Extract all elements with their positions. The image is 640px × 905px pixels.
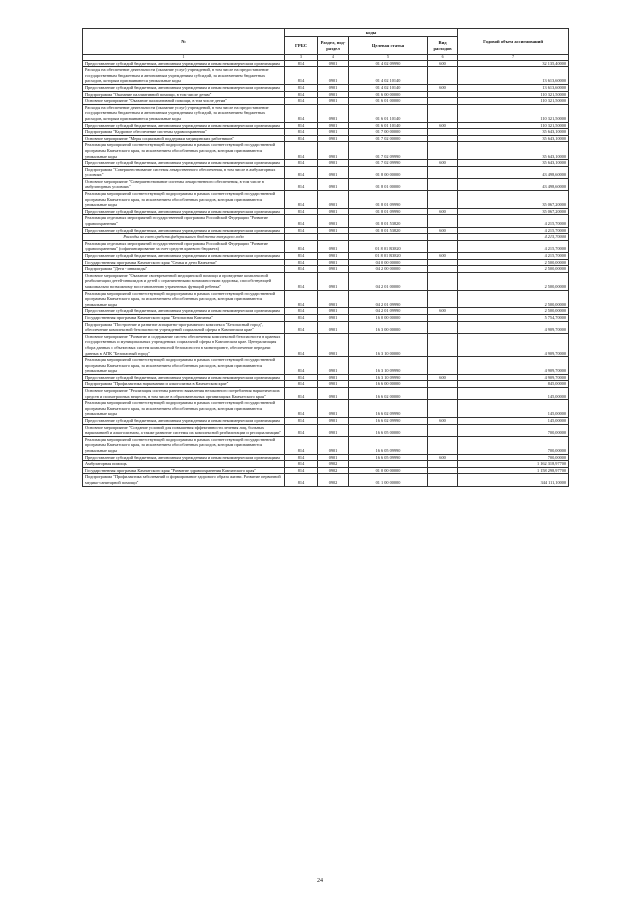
row-amount: 110 321,50000 bbox=[458, 91, 569, 98]
table-row bbox=[83, 272, 569, 290]
row-amount: 145,00000 bbox=[458, 388, 569, 400]
row-name: Предоставление субсидий бюджетным, автономным учреждениям и иным некоммерческим организациям bbox=[83, 160, 285, 167]
row-section: 0901 bbox=[318, 266, 349, 273]
header-target: Целевая статья bbox=[349, 37, 428, 55]
row-name: Подпрограмма "Кадровое обеспечение системы здравоохранения" bbox=[83, 129, 285, 136]
row-grbs: 814 bbox=[285, 381, 318, 388]
row-grbs: 814 bbox=[285, 67, 318, 85]
row-amount: 43 498,60000 bbox=[458, 178, 569, 190]
row-expense-type bbox=[428, 91, 458, 98]
row-target-article: 01 4 02 10140 bbox=[349, 84, 428, 91]
row-expense-type: 600 bbox=[428, 253, 458, 260]
header-section: Раздел, под-раздел bbox=[318, 37, 349, 55]
row-section: 0901 bbox=[318, 240, 349, 252]
table-row bbox=[83, 160, 569, 167]
row-name: Подпрограмма "Совершенствование системы лекарственного обеспечения, в том числе в амбулаторных условиях" bbox=[83, 166, 285, 178]
row-expense-type bbox=[428, 259, 458, 266]
table-row bbox=[83, 388, 569, 400]
col-number: 3 bbox=[285, 55, 318, 61]
row-target-article: 01 8 01 09990 bbox=[349, 191, 428, 209]
row-expense-type bbox=[428, 166, 458, 178]
row-amount: 4 909,70000 bbox=[458, 333, 569, 356]
row-grbs: 814 bbox=[285, 388, 318, 400]
row-section: 0901 bbox=[318, 259, 349, 266]
row-section: 0901 bbox=[318, 191, 349, 209]
row-expense-type bbox=[428, 67, 458, 85]
row-grbs: 814 bbox=[285, 418, 318, 425]
row-section: 0901 bbox=[318, 400, 349, 418]
row-grbs: 814 bbox=[285, 374, 318, 381]
row-target-article: 16 3 10 09990 bbox=[349, 374, 428, 381]
row-grbs: 814 bbox=[285, 474, 318, 486]
row-expense-type: 600 bbox=[428, 418, 458, 425]
row-section: 0901 bbox=[318, 227, 349, 234]
row-target-article: 16 3 00 00000 bbox=[349, 321, 428, 333]
row-amount: 35 067,20000 bbox=[458, 208, 569, 215]
row-expense-type bbox=[428, 240, 458, 252]
row-expense-type: 600 bbox=[428, 227, 458, 234]
row-name: Реализация мероприятий соответствующей подпрограммы в рамках соответствующей государственной программы Камчатского края, за исключением обособленных расходов, которым присваиваются уникальные коды bbox=[83, 357, 285, 375]
row-target-article: 01 4 02 10140 bbox=[349, 67, 428, 85]
row-expense-type bbox=[428, 290, 458, 308]
row-expense-type bbox=[428, 424, 458, 436]
row-amount: 700,00000 bbox=[458, 436, 569, 454]
row-amount: 5 754,70000 bbox=[458, 314, 569, 321]
row-target-article: 01 8 01 09990 bbox=[349, 208, 428, 215]
row-expense-type bbox=[428, 436, 458, 454]
row-name: Предоставление субсидий бюджетным, автономным учреждениям и иным некоммерческим организациям bbox=[83, 253, 285, 260]
row-grbs: 814 bbox=[285, 208, 318, 215]
row-amount: 35 643,10000 bbox=[458, 142, 569, 160]
table-row bbox=[83, 129, 569, 136]
row-amount: 2 500,00000 bbox=[458, 290, 569, 308]
row-grbs: 814 bbox=[285, 98, 318, 105]
table-row bbox=[83, 467, 569, 474]
table-row bbox=[83, 321, 569, 333]
table-row bbox=[83, 253, 569, 260]
row-amount: 145,00000 bbox=[458, 400, 569, 418]
header-amount: Годовой объем ассигнований bbox=[458, 29, 569, 55]
table-row bbox=[83, 461, 569, 468]
row-name: Реализация отдельных мероприятий государственной программы Российской Федерации "Развитие здравоохранения" (софинансирование за счет средств краевого бюджета) bbox=[83, 240, 285, 252]
row-expense-type bbox=[428, 191, 458, 209]
row-section: 0901 bbox=[318, 67, 349, 85]
col-number: 7 bbox=[458, 55, 569, 61]
row-amount: 4 909,70000 bbox=[458, 321, 569, 333]
row-section: 0901 bbox=[318, 84, 349, 91]
row-amount: 4 215,70000 bbox=[458, 240, 569, 252]
row-target-article: 01 1 00 00000 bbox=[349, 474, 428, 486]
header-exptype: Вид расходов bbox=[428, 37, 458, 55]
row-grbs: 814 bbox=[285, 424, 318, 436]
table-row bbox=[83, 84, 569, 91]
row-section: 0901 bbox=[318, 357, 349, 375]
table-row bbox=[83, 333, 569, 356]
row-section: 0901 bbox=[318, 208, 349, 215]
row-name: Основное мероприятие "Оказание своевременной медицинской помощи и проведение комплексной реабилитации детей-инвалидов и детей с ограниченными возможностями здоровья, способствующей максимально возможному восстановлению утраченных функций ребенка" bbox=[83, 272, 285, 290]
table-row bbox=[83, 424, 569, 436]
table-row bbox=[83, 60, 569, 67]
row-target-article: 01 7 02 00000 bbox=[349, 135, 428, 142]
row-section: 0901 bbox=[318, 314, 349, 321]
row-section: 0901 bbox=[318, 135, 349, 142]
row-name: Реализация мероприятий соответствующей подпрограммы в рамках соответствующей государственной программы Камчатского края, за исключением обособленных расходов, которым присваиваются уникальные коды bbox=[83, 400, 285, 418]
row-amount: 32 135,40000 bbox=[458, 60, 569, 67]
row-amount: 13 613,60000 bbox=[458, 84, 569, 91]
row-name: Подпрограмма "Построение и развитие аппаратно-программного комплекса "Безопасный город", обеспечение комплексной безопасности учреждений социальной сферы в Камчатском крае" bbox=[83, 321, 285, 333]
table-row bbox=[83, 67, 569, 85]
row-amount: 13 613,60000 bbox=[458, 67, 569, 85]
row-name: Предоставление субсидий бюджетным, автономным учреждениям и иным некоммерческим организациям bbox=[83, 208, 285, 215]
col-number: 5 bbox=[349, 55, 428, 61]
row-target-article: 16 6 02 00000 bbox=[349, 388, 428, 400]
row-expense-type bbox=[428, 178, 458, 190]
row-name: Основное мероприятие "Реализация системы раннего выявления незаконного потребления наркотических средств и психотропных веществ, в том числе в образовательных организациях Камчатского края" bbox=[83, 388, 285, 400]
row-amount: 35 067,20000 bbox=[458, 191, 569, 209]
row-expense-type: 600 bbox=[428, 308, 458, 315]
row-target-article: 04 2 01 09990 bbox=[349, 308, 428, 315]
row-grbs: 814 bbox=[285, 308, 318, 315]
row-grbs: 814 bbox=[285, 142, 318, 160]
row-section: 0901 bbox=[318, 374, 349, 381]
row-name: Подпрограмма "Оказание паллиативной помощи, в том числе детям" bbox=[83, 91, 285, 98]
row-target-article: 01 6 00 00000 bbox=[349, 91, 428, 98]
row-amount: 35 643,10000 bbox=[458, 160, 569, 167]
row-name: Основное мероприятие "Создание условий для повышения эффективности лечения лиц, больных наркоманией и алкоголизмом, а также развитие системы их комплексной реабилитации и ресоциализации" bbox=[83, 424, 285, 436]
row-expense-type bbox=[428, 467, 458, 474]
row-expense-type bbox=[428, 333, 458, 356]
table-row bbox=[83, 91, 569, 98]
row-target-article: 01 8 01 53820 bbox=[349, 215, 428, 227]
row-section: 0901 bbox=[318, 122, 349, 129]
row-name: Предоставление субсидий бюджетным, автономным учреждениям и иным некоммерческим организациям bbox=[83, 60, 285, 67]
row-target-article: 16 3 10 09990 bbox=[349, 357, 428, 375]
row-grbs: 814 bbox=[285, 290, 318, 308]
table-row bbox=[83, 357, 569, 375]
row-grbs: 814 bbox=[285, 461, 318, 468]
row-name: Предоставление субсидий бюджетным, автономным учреждениям и иным некоммерческим организациям bbox=[83, 227, 285, 234]
row-expense-type bbox=[428, 314, 458, 321]
row-amount: 4 215,70000 bbox=[458, 253, 569, 260]
row-amount: 4 215,70000 bbox=[458, 215, 569, 227]
row-name: Предоставление субсидий бюджетным, автономным учреждениям и иным некоммерческим организациям bbox=[83, 374, 285, 381]
row-target-article bbox=[349, 234, 428, 241]
header-num: № bbox=[83, 29, 285, 55]
table-row bbox=[83, 374, 569, 381]
row-target-article: 04 2 01 09990 bbox=[349, 290, 428, 308]
row-expense-type: 600 bbox=[428, 374, 458, 381]
row-target-article: 16 6 02 09990 bbox=[349, 400, 428, 418]
row-grbs: 814 bbox=[285, 60, 318, 67]
table-row bbox=[83, 314, 569, 321]
row-section: 0901 bbox=[318, 272, 349, 290]
page-number: 24 bbox=[317, 878, 323, 884]
budget-table-sheet bbox=[82, 28, 568, 487]
row-amount: 700,00000 bbox=[458, 454, 569, 461]
row-amount: 1 158 298,97700 bbox=[458, 467, 569, 474]
row-target-article bbox=[349, 461, 428, 468]
row-grbs: 814 bbox=[285, 215, 318, 227]
row-section: 0901 bbox=[318, 333, 349, 356]
row-name: Государственная программа Камчатского края "Развитие здравоохранения Камчатского края" bbox=[83, 467, 285, 474]
row-amount: 43 498,60000 bbox=[458, 166, 569, 178]
row-expense-type bbox=[428, 234, 458, 241]
row-amount: 35 643,10000 bbox=[458, 135, 569, 142]
row-section: 0901 bbox=[318, 215, 349, 227]
row-grbs: 814 bbox=[285, 272, 318, 290]
row-amount: 145,00000 bbox=[458, 418, 569, 425]
row-section: 0901 bbox=[318, 60, 349, 67]
row-section bbox=[318, 234, 349, 241]
row-target-article: 01 4 02 09990 bbox=[349, 60, 428, 67]
row-grbs: 814 bbox=[285, 104, 318, 122]
row-grbs: 814 bbox=[285, 314, 318, 321]
row-grbs bbox=[285, 234, 318, 241]
col-number: 6 bbox=[428, 55, 458, 61]
row-amount: 2 500,00000 bbox=[458, 266, 569, 273]
table-row bbox=[83, 122, 569, 129]
table-header bbox=[83, 29, 569, 55]
row-amount: 110 321,50000 bbox=[458, 98, 569, 105]
row-target-article: 16 6 00 00000 bbox=[349, 381, 428, 388]
row-name: Подпрограмма "Профилактика наркомании и алкоголизма в Камчатском крае" bbox=[83, 381, 285, 388]
row-section: 0901 bbox=[318, 424, 349, 436]
row-amount: 700,00000 bbox=[458, 424, 569, 436]
table-row bbox=[83, 418, 569, 425]
row-grbs: 814 bbox=[285, 135, 318, 142]
table-row bbox=[83, 436, 569, 454]
row-expense-type bbox=[428, 266, 458, 273]
table-body bbox=[83, 55, 569, 487]
row-target-article: 04 0 00 00000 bbox=[349, 259, 428, 266]
table-row bbox=[83, 259, 569, 266]
row-target-article: 16 6 05 09990 bbox=[349, 454, 428, 461]
row-expense-type bbox=[428, 215, 458, 227]
row-section: 0901 bbox=[318, 98, 349, 105]
row-amount: 35 643,10000 bbox=[458, 129, 569, 136]
row-grbs: 814 bbox=[285, 467, 318, 474]
row-target-article: 01 8 01 R3820 bbox=[349, 240, 428, 252]
row-expense-type bbox=[428, 321, 458, 333]
row-section: 0901 bbox=[318, 454, 349, 461]
row-section: 0901 bbox=[318, 142, 349, 160]
table-row bbox=[83, 191, 569, 209]
row-name: Подпрограмма "Профилактика заболеваний и формирование здорового образа жизни. Развитие первичной медико-санитарной помощи" bbox=[83, 474, 285, 486]
row-grbs: 814 bbox=[285, 333, 318, 356]
row-name: Реализация мероприятий соответствующей подпрограммы в рамках соответствующей государственной программы Камчатского края, за исключением обособленных расходов, которым присваиваются уникальные коды bbox=[83, 191, 285, 209]
table-row bbox=[83, 104, 569, 122]
row-grbs: 814 bbox=[285, 436, 318, 454]
row-section: 0901 bbox=[318, 129, 349, 136]
table-row bbox=[83, 308, 569, 315]
row-section: 0901 bbox=[318, 91, 349, 98]
row-grbs: 814 bbox=[285, 166, 318, 178]
row-grbs: 814 bbox=[285, 259, 318, 266]
table-row bbox=[83, 208, 569, 215]
row-name: Расходы за счет средств федерального бюджета текущего года bbox=[83, 234, 285, 241]
row-target-article: 01 0 00 00000 bbox=[349, 467, 428, 474]
table-row bbox=[83, 240, 569, 252]
row-section: 0901 bbox=[318, 436, 349, 454]
table-row bbox=[83, 290, 569, 308]
row-section: 0902 bbox=[318, 467, 349, 474]
row-target-article: 16 3 10 00000 bbox=[349, 333, 428, 356]
row-section: 0901 bbox=[318, 104, 349, 122]
row-grbs: 814 bbox=[285, 160, 318, 167]
row-section: 0901 bbox=[318, 290, 349, 308]
row-target-article: 16 6 05 00000 bbox=[349, 424, 428, 436]
row-amount: 4 215,70000 bbox=[458, 227, 569, 234]
row-name: Реализация мероприятий соответствующей подпрограммы в рамках соответствующей государственной программы Камчатского края, за исключением обособленных расходов, которым присваиваются уникальные коды bbox=[83, 290, 285, 308]
row-target-article: 04 2 01 00000 bbox=[349, 272, 428, 290]
row-name: Расходы на обеспечение деятельности (оказание услуг) учреждений, в том числе на предоставление государственным бюджетным и автономным учреждениям субсидий, за исключением бюджетных расходов, которым присваиваются уникальные коды bbox=[83, 104, 285, 122]
row-grbs: 814 bbox=[285, 240, 318, 252]
table-row bbox=[83, 454, 569, 461]
row-amount: 344 111,10000 bbox=[458, 474, 569, 486]
row-name: Предоставление субсидий бюджетным, автономным учреждениям и иным некоммерческим организациям bbox=[83, 122, 285, 129]
row-amount: 2 500,00000 bbox=[458, 272, 569, 290]
row-name: Предоставление субсидий бюджетным, автономным учреждениям и иным некоммерческим организациям bbox=[83, 84, 285, 91]
row-target-article: 16 6 02 09990 bbox=[349, 418, 428, 425]
row-name: Реализация отдельных мероприятий государственной программы Российской Федерации "Развитие здравоохранения" bbox=[83, 215, 285, 227]
row-name: Предоставление субсидий бюджетным, автономным учреждениям и иным некоммерческим организациям bbox=[83, 454, 285, 461]
row-expense-type bbox=[428, 461, 458, 468]
row-name: Подпрограмма "Дети - инвалиды" bbox=[83, 266, 285, 273]
row-amount: 1 162 318,97700 bbox=[458, 461, 569, 468]
row-expense-type bbox=[428, 129, 458, 136]
row-amount: 110 321,50000 bbox=[458, 104, 569, 122]
header-codes: коды bbox=[285, 29, 458, 37]
table-row bbox=[83, 400, 569, 418]
table-row bbox=[83, 215, 569, 227]
row-grbs: 814 bbox=[285, 129, 318, 136]
row-amount: 2 500,00000 bbox=[458, 259, 569, 266]
row-grbs: 814 bbox=[285, 227, 318, 234]
table-row bbox=[83, 135, 569, 142]
row-expense-type bbox=[428, 357, 458, 375]
row-expense-type bbox=[428, 474, 458, 486]
row-grbs: 814 bbox=[285, 266, 318, 273]
row-target-article: 01 8 01 53820 bbox=[349, 227, 428, 234]
row-name: Расходы на обеспечение деятельности (оказание услуг) учреждений, в том числе на предоставление государственным бюджетным и автономным учреждениям субсидий, за исключением бюджетных расходов, которым присваиваются уникальные коды bbox=[83, 67, 285, 85]
row-section: 0901 bbox=[318, 166, 349, 178]
row-target-article: 01 8 00 00000 bbox=[349, 166, 428, 178]
row-amount: 845,00000 bbox=[458, 381, 569, 388]
row-name: Государственная программа Камчатского края "Безопасная Камчатка" bbox=[83, 314, 285, 321]
row-expense-type: 600 bbox=[428, 208, 458, 215]
col-number: 1 bbox=[83, 55, 285, 61]
row-expense-type bbox=[428, 272, 458, 290]
row-grbs: 814 bbox=[285, 454, 318, 461]
col-number: 4 bbox=[318, 55, 349, 61]
row-grbs: 814 bbox=[285, 84, 318, 91]
row-expense-type bbox=[428, 381, 458, 388]
row-target-article: 01 7 02 09990 bbox=[349, 160, 428, 167]
row-expense-type: 600 bbox=[428, 160, 458, 167]
row-expense-type bbox=[428, 400, 458, 418]
row-expense-type: 600 bbox=[428, 454, 458, 461]
row-grbs: 814 bbox=[285, 400, 318, 418]
table-row bbox=[83, 166, 569, 178]
row-amount: 110 321,50000 bbox=[458, 122, 569, 129]
row-target-article: 16 6 05 09990 bbox=[349, 436, 428, 454]
row-target-article: 04 2 00 00000 bbox=[349, 266, 428, 273]
row-target-article: 01 8 01 00000 bbox=[349, 178, 428, 190]
row-target-article: 01 6 01 10140 bbox=[349, 104, 428, 122]
row-name: Государственная программа Камчатского края "Семья и дети Камчатки" bbox=[83, 259, 285, 266]
table-row bbox=[83, 474, 569, 486]
row-name: Основное мероприятие "Совершенствование системы лекарственного обеспечения, в том числе в амбулаторных условиях" bbox=[83, 178, 285, 190]
row-name: Основное мероприятие "Развитие и содержание систем обеспечения комплексной безопасности в краевых государственных и муниципальных учреждениях социальной сферы в Камчатском крае. Централизация сбора данных с объектовых систем комплексной безопасности в мониторинге, обеспечение передачи данных в АПК "Безопасный город" bbox=[83, 333, 285, 356]
row-section: 0901 bbox=[318, 308, 349, 315]
row-target-article: 01 8 01 R3820 bbox=[349, 253, 428, 260]
row-section: 0902 bbox=[318, 461, 349, 468]
table-row bbox=[83, 227, 569, 234]
row-name: Предоставление субсидий бюджетным, автономным учреждениям и иным некоммерческим организациям bbox=[83, 418, 285, 425]
row-section: 0901 bbox=[318, 160, 349, 167]
row-section: 0901 bbox=[318, 321, 349, 333]
row-section: 0902 bbox=[318, 474, 349, 486]
row-expense-type bbox=[428, 135, 458, 142]
row-grbs: 814 bbox=[285, 191, 318, 209]
row-expense-type bbox=[428, 98, 458, 105]
row-section: 0901 bbox=[318, 381, 349, 388]
row-target-article: 01 7 02 09990 bbox=[349, 142, 428, 160]
row-grbs: 814 bbox=[285, 122, 318, 129]
table-row bbox=[83, 98, 569, 105]
row-expense-type: 600 bbox=[428, 122, 458, 129]
header-grbs: ГРБС bbox=[285, 37, 318, 55]
row-grbs: 814 bbox=[285, 321, 318, 333]
row-grbs: 814 bbox=[285, 253, 318, 260]
row-expense-type bbox=[428, 388, 458, 400]
row-name: Предоставление субсидий бюджетным, автономным учреждениям и иным некоммерческим организациям bbox=[83, 308, 285, 315]
row-section: 0901 bbox=[318, 253, 349, 260]
row-target-article: 16 0 00 00000 bbox=[349, 314, 428, 321]
row-name: Реализация мероприятий соответствующей подпрограммы в рамках соответствующей государственной программы Камчатского края, за исключением обособленных расходов, которым присваиваются уникальные коды bbox=[83, 436, 285, 454]
row-grbs: 814 bbox=[285, 178, 318, 190]
table-row bbox=[83, 266, 569, 273]
row-grbs: 814 bbox=[285, 91, 318, 98]
row-amount: 4 215,70000 bbox=[458, 234, 569, 241]
table-row bbox=[83, 178, 569, 190]
table-row bbox=[83, 142, 569, 160]
row-name: Амбулаторная помощь bbox=[83, 461, 285, 468]
row-expense-type bbox=[428, 104, 458, 122]
row-section: 0901 bbox=[318, 418, 349, 425]
note-row bbox=[83, 234, 569, 241]
budget-allocation-table bbox=[82, 28, 569, 487]
row-expense-type: 600 bbox=[428, 60, 458, 67]
row-section: 0901 bbox=[318, 388, 349, 400]
table-row bbox=[83, 381, 569, 388]
row-amount: 4 909,70000 bbox=[458, 357, 569, 375]
row-grbs: 814 bbox=[285, 357, 318, 375]
row-name: Реализация мероприятий соответствующей подпрограммы в рамках соответствующей государственной программы Камчатского края, за исключением обособленных расходов, которым присваиваются уникальные коды bbox=[83, 142, 285, 160]
row-expense-type: 600 bbox=[428, 84, 458, 91]
row-target-article: 01 6 01 00000 bbox=[349, 98, 428, 105]
row-target-article: 01 7 00 00000 bbox=[349, 129, 428, 136]
row-amount: 4 909,70000 bbox=[458, 374, 569, 381]
row-target-article: 01 6 01 10140 bbox=[349, 122, 428, 129]
row-section: 0901 bbox=[318, 178, 349, 190]
row-expense-type bbox=[428, 142, 458, 160]
row-name: Основное мероприятие "Оказание паллиативной помощи, в том числе детям" bbox=[83, 98, 285, 105]
row-amount: 2 500,00000 bbox=[458, 308, 569, 315]
row-name: Основное мероприятие "Меры социальной поддержки медицинских работников" bbox=[83, 135, 285, 142]
